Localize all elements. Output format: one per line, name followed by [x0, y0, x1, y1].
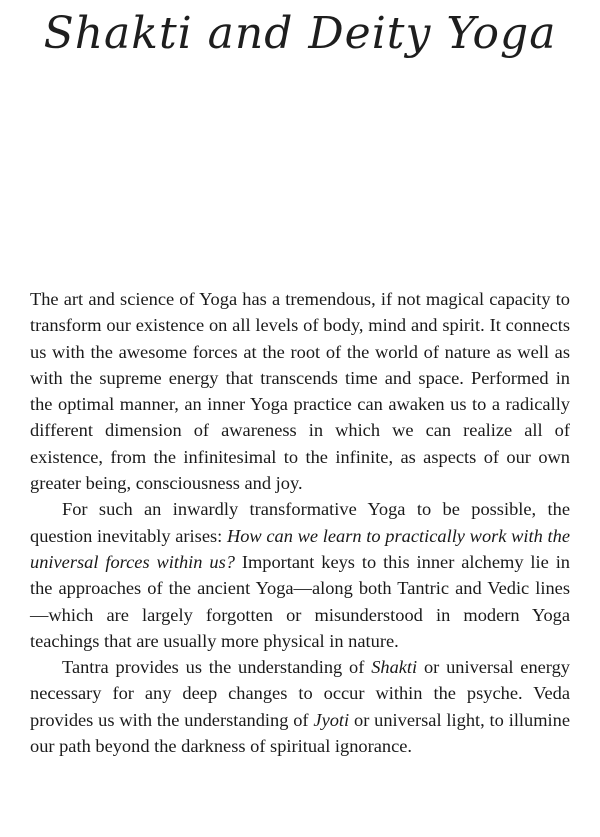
paragraph-3-text-a: Tantra provides us the understanding of: [62, 657, 372, 678]
paragraph-2-text-b: Important keys to this inner alchemy lie in the approaches of the ancient Yoga—along both Tantric and Vedic lines—which are largely forgotten or misunderstood in modern Yoga teachings that are usually more physical in nature.: [30, 551, 571, 651]
body-text: [30, 286, 570, 759]
paragraph-1-text: The art and science of Yoga has a tremendous, if not magical capacity to transform our existence on all levels of body, mind and spirit. It connects us with the awesome forces at the root of the world of nature as well as with the supreme energy that transcends time and space. Performed in the optimal manner, an inner Yoga practice can awaken us to a radically different dimension of awareness in which we can realize all of existence, from the infinitesimal to the infinite, as aspects of our own greater being, consciousness and joy.: [30, 289, 570, 494]
chapter-title: Shakti and Deity Yoga: [43, 8, 557, 59]
paragraph-2-text-a: For such an inwardly transformative Yoga to be possible, the question inevitably arises:: [30, 499, 570, 546]
paragraph-3-text-c: or universal light, to illumine our path beyond the darkness of spiritual ignorance.: [30, 709, 571, 757]
paragraph-3: [30, 654, 570, 759]
paragraph-3-text-b: or universal energy necessary for any deep changes to occur within the psyche. Veda provides us with the understanding of: [30, 657, 570, 730]
paragraph-1: [30, 286, 570, 496]
paragraph-2-italic-question: How can we learn to practically work with the universal forces within us?: [30, 525, 571, 572]
paragraph-3-italic-shakti: Shakti: [371, 657, 418, 678]
paragraph-2: [30, 496, 570, 654]
paragraph-3-italic-jyoti: Jyoti: [313, 709, 350, 730]
